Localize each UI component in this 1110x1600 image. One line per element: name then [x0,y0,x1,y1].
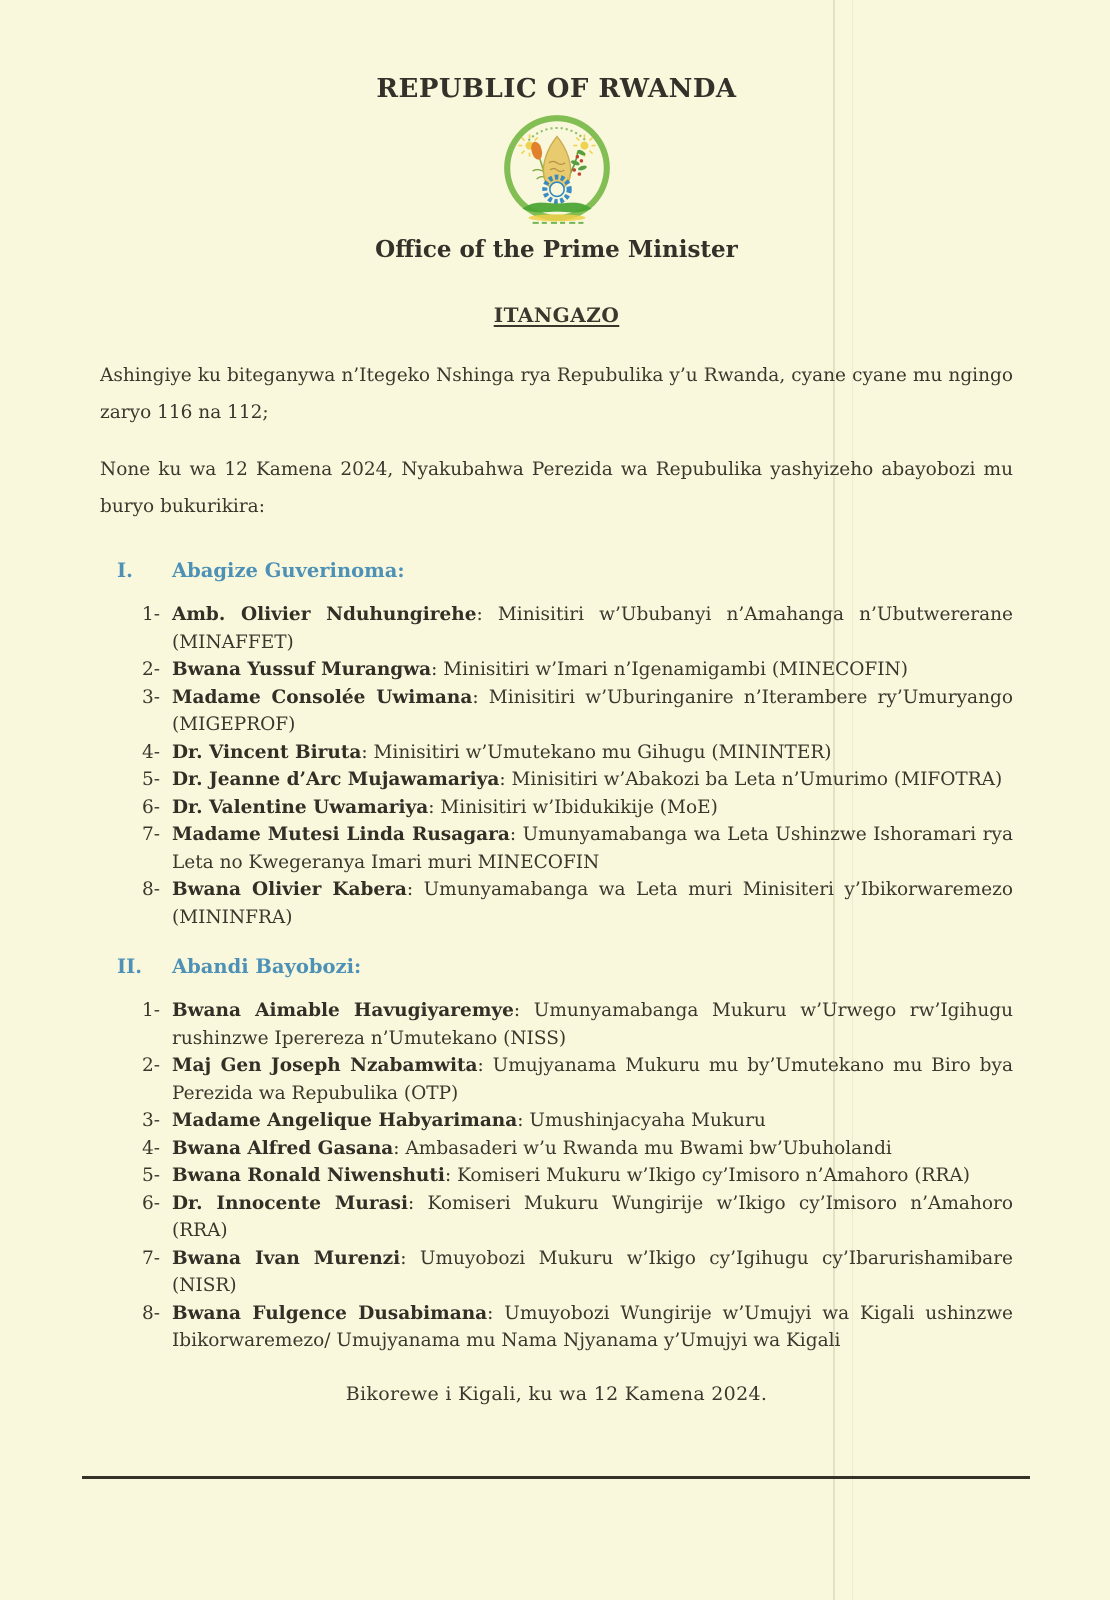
item-marker: 4- [142,741,161,763]
appointments-list-1 [100,601,1013,931]
person-role: : Umuyobozi Mukuru w’Ikigo cy’Igihugu cy’Ibarurishamibare (NISR) [172,1247,1013,1296]
item-marker: 5- [142,769,161,790]
person-name: Madame Consolée Uwimana [172,686,473,708]
person-role: : Minisitiri w’Imari n’Igenamigambi (MINECOFIN) [431,659,908,680]
list-item [142,876,1013,931]
office-title: Office of the Prime Minister [375,236,738,263]
list-item [142,1135,1013,1163]
item-marker: 1- [142,604,161,625]
person-name: Amb. Olivier Nduhungirehe [172,604,477,625]
intro-paragraph-1: Ashingiye ku biteganywa n’Itegeko Nshinga rya Repubulika y’u Rwanda, cyane cyane mu ngingo zaryo 116 na 112; [100,365,1013,423]
section-title: Abagize Guverinoma: [172,559,405,582]
list-item [142,766,1013,794]
section-heading-1 [100,559,1013,582]
list-item [142,794,1013,822]
person-name: Bwana Ronald Niwenshuti [172,1165,445,1186]
list-item [142,1162,1013,1190]
closing-line: Bikorewe i Kigali, ku wa 12 Kamena 2024. [345,1382,768,1405]
person-role: : Minisitiri w’Umutekano mu Gihugu (MININTER) [361,741,832,763]
item-marker: 7- [142,824,161,845]
person-role: : Komiseri Mukuru Wungirije w’Ikigo cy’Imisoro n’Amahoro (RRA) [172,1192,1013,1241]
person-role: : Umunyamabanga wa Leta muri Minisiteri y’Ibikorwaremezo (MININFRA) [172,879,1013,928]
list-item [142,1245,1013,1300]
person-role: : Minisitiri w’Uburinganire n’Iterambere ry’Umuryango (MIGEPROF) [172,686,1013,735]
person-name: Bwana Ivan Murenzi [172,1247,401,1269]
person-name: Dr. Vincent Biruta [172,741,362,763]
list-item [142,1190,1013,1245]
person-name: Madame Mutesi Linda Rusagara [172,824,510,845]
person-name: Madame Angelique Habyarimana [172,1110,518,1131]
list-item [142,601,1013,656]
section-numeral: II. [117,955,143,978]
item-marker: 2- [142,659,161,680]
item-marker: 1- [142,1000,161,1021]
rwanda-coat-of-arms-icon [496,112,618,228]
item-marker: 2- [142,1055,161,1076]
item-marker: 4- [142,1137,161,1159]
list-item [142,656,1013,684]
person-role: : Minisitiri w’Ibidukikije (MoE) [428,796,718,818]
item-marker: 3- [142,686,161,708]
item-marker: 8- [142,1302,161,1324]
item-marker: 3- [142,1110,161,1131]
list-item [142,739,1013,767]
person-name: Dr. Innocente Murasi [172,1192,408,1214]
person-role: : Minisitiri w’Abakozi ba Leta n’Umurimo (MIFOTRA) [499,769,1003,790]
section-title: Abandi Bayobozi: [172,955,362,978]
list-item [142,684,1013,739]
item-marker: 6- [142,1192,161,1214]
section-heading-2 [100,955,1013,978]
person-role: : Umunyamabanga Mukuru w’Urwego rw’Igihugu rushinzwe Iperereza n’Umutekano (NISS) [172,1000,1013,1049]
list-item [142,821,1013,876]
person-role: : Umushinjacyaha Mukuru [517,1110,766,1131]
footer-rule [82,1476,1030,1479]
person-name: Dr. Jeanne d’Arc Mujawamariya [172,769,500,790]
item-marker: 7- [142,1247,161,1269]
section-numeral: I. [117,559,133,582]
person-role: : Minisitiri w’Ububanyi n’Amahanga n’Ubutwererane (MINAFFET) [172,604,1013,653]
list-item [142,1300,1013,1355]
item-marker: 5- [142,1165,161,1186]
list-item [142,997,1013,1052]
country-title: REPUBLIC OF RWANDA [376,74,737,104]
person-name: Maj Gen Joseph Nzabamwita [172,1055,478,1076]
emblem-container [100,112,1013,228]
person-name: Bwana Fulgence Dusabimana [172,1302,488,1324]
person-name: Bwana Olivier Kabera [172,879,407,900]
person-role: : Komiseri Mukuru w’Ikigo cy’Imisoro n’Amahoro (RRA) [444,1165,970,1186]
person-name: Bwana Alfred Gasana [172,1137,394,1159]
appointments-list-2 [100,997,1013,1355]
item-marker: 6- [142,796,161,818]
list-item [142,1107,1013,1135]
doc-heading-wrap [100,303,1013,327]
person-name: Dr. Valentine Uwamariya [172,796,429,818]
doc-heading: ITANGAZO [493,303,620,327]
person-role: : Ambasaderi w’u Rwanda mu Bwami bw’Ubuholandi [393,1137,892,1159]
person-role: : Umujyanama Mukuru mu by’Umutekano mu Biro bya Perezida wa Repubulika (OTP) [172,1055,1013,1104]
person-role: : Umunyamabanga wa Leta Ushinzwe Ishoramari rya Leta no Kwegeranya Imari muri MINECOFIN [172,824,1013,873]
list-item [142,1052,1013,1107]
item-marker: 8- [142,879,161,900]
person-role: : Umuyobozi Wungirije w’Umujyi wa Kigali ushinzwe Ibikorwaremezo/ Umujyanama mu Nama Njyanama y’Umujyi wa Kigali [172,1302,1013,1351]
person-name: Bwana Aimable Havugiyaremye [172,1000,514,1021]
intro-paragraph-2: None ku wa 12 Kamena 2024, Nyakubahwa Perezida wa Repubulika yashyizeho abayobozi mu buryo bukurikira: [100,459,1013,517]
person-name: Bwana Yussuf Murangwa [172,659,432,680]
